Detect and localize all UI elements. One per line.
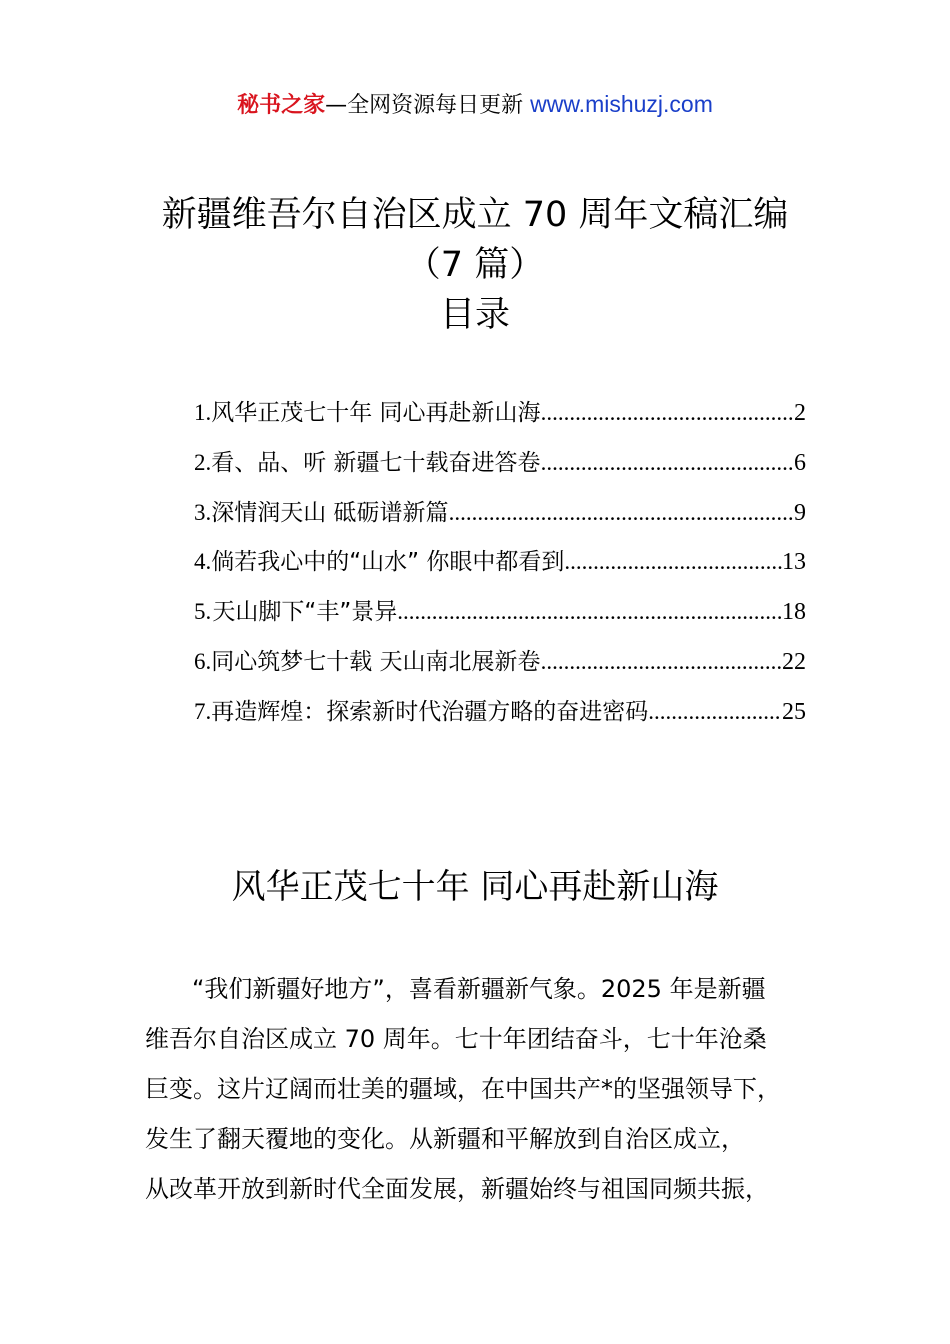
toc-leader-dots [541, 649, 782, 675]
article-paragraph-line: 从改革开放到新时代全面发展，新疆始终与祖国同频共振， [145, 1175, 769, 1203]
toc-entry-number: 4. [194, 549, 212, 575]
toc-entry-title: 再造辉煌：探索新时代治疆方略的奋进密码 [211, 698, 649, 725]
toc-leader-dots [648, 699, 782, 725]
table-of-contents [194, 394, 806, 743]
toc-entry[interactable] [194, 593, 806, 643]
article-paragraph-line: 巨变。这片辽阔而壮美的疆域，在中国共产*的坚强领导下， [145, 1075, 781, 1103]
toc-entry-page: 2 [794, 400, 806, 426]
article-body [145, 964, 815, 1214]
toc-entry-number: 3. [194, 499, 212, 525]
document-title-block [0, 190, 950, 340]
toc-entry-title: 天山脚下“丰”景异 [212, 599, 398, 626]
article-paragraph-line: “我们新疆好地方”，喜看新疆新气象。2025 年是新疆 [192, 975, 766, 1003]
toc-entry-page: 18 [782, 599, 806, 626]
toc-entry-number: 5. [194, 599, 212, 625]
toc-entry-number: 2. [194, 449, 212, 475]
brand-name: 秘书之家 [237, 93, 326, 118]
toc-leader-dots [564, 549, 782, 575]
toc-entry-number: 1. [194, 400, 212, 425]
toc-entry[interactable] [194, 543, 806, 593]
toc-entry-number: 6. [194, 648, 212, 674]
toc-entry-title: 深情润天山 砥砺谱新篇 [211, 499, 449, 526]
site-tagline: —全网资源每日更新 [325, 93, 524, 118]
document-title: 新疆维吾尔自治区成立 70 周年文稿汇编 [161, 195, 789, 235]
toc-entry[interactable] [194, 444, 806, 494]
toc-entry[interactable] [194, 494, 806, 544]
site-header [0, 88, 950, 122]
article-title: 风华正茂七十年 同心再赴新山海 [231, 867, 719, 907]
toc-heading: 目录 [439, 295, 510, 335]
toc-entry-title: 同心筑梦七十载 天山南北展新卷 [211, 648, 541, 675]
toc-entry-page: 13 [782, 549, 806, 576]
toc-leader-dots [449, 500, 794, 526]
toc-entry-page: 22 [782, 648, 806, 675]
toc-entry-title: 风华正茂七十年 同心再赴新山海 [211, 400, 541, 426]
toc-entry-page: 9 [794, 499, 806, 526]
toc-entry[interactable] [194, 693, 806, 743]
toc-entry[interactable] [194, 643, 806, 693]
toc-entry-page: 25 [782, 698, 806, 725]
article-paragraph-line: 发生了翻天覆地的变化。从新疆和平解放到自治区成立， [145, 1125, 745, 1153]
site-url-link[interactable]: www.mishuzj.com [530, 91, 713, 117]
toc-leader-dots [541, 450, 794, 476]
article-paragraph-line: 维吾尔自治区成立 70 周年。七十年团结奋斗，七十年沧桑 [145, 1025, 767, 1053]
toc-entry-title: 看、品、听 新疆七十载奋进答卷 [211, 449, 541, 476]
toc-leader-dots [397, 599, 782, 625]
toc-leader-dots [541, 400, 794, 426]
toc-entry-number: 7. [194, 698, 212, 724]
toc-entry[interactable] [194, 394, 806, 444]
toc-entry-title: 倘若我心中的“山水” 你眼中都看到 [211, 549, 565, 576]
toc-entry-page: 6 [794, 449, 806, 476]
document-subtitle-count: （7 篇） [405, 245, 545, 285]
